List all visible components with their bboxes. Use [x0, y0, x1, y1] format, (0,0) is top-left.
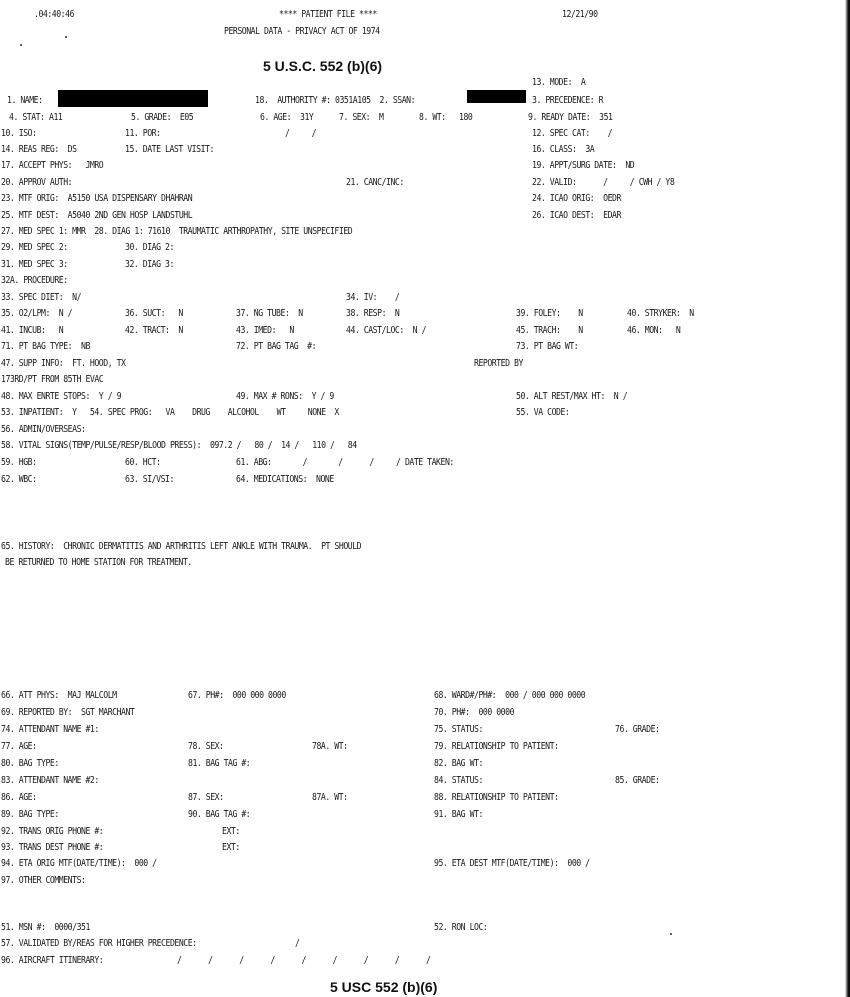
field-medications: 64. MEDICATIONS: NONE [236, 474, 334, 485]
field-hgb: 59. HGB: [1, 457, 37, 468]
field-attendant-1-bag-tag: 81. BAG TAG #: [188, 758, 251, 769]
field-validated-by: 57. VALIDATED BY/REAS FOR HIGHER PRECEDENCE: [1, 938, 197, 949]
field-attendant-2-bag-tag: 90. BAG TAG #: [188, 809, 251, 820]
field-icao-orig: 24. ICAO ORIG: OEDR [532, 193, 621, 204]
field-grade: 5. GRADE: E05 [131, 112, 194, 123]
field-o2-lpm: 35. O2/LPM: N / [1, 308, 73, 319]
field-attendant-2-relationship: 88. RELATIONSHIP TO PATIENT: [434, 792, 559, 803]
field-si-vsi: 63. SI/VSI: [125, 474, 174, 485]
field-attendant-1-bag-wt: 82. BAG WT: [434, 758, 483, 769]
field-suct: 36. SUCT: N [125, 308, 183, 319]
field-sex: 7. SEX: M [339, 112, 384, 123]
field-max-enrte-stops: 48. MAX ENRTE STOPS: Y / 9 [1, 391, 122, 402]
field-abg-date-taken: 61. ABG: / / / / DATE TAKEN: [236, 457, 454, 468]
field-mtf-dest: 25. MTF DEST: A5040 2ND GEN HOSP LANDSTUHL [1, 210, 193, 221]
field-foley: 39. FOLEY: N [516, 308, 583, 319]
redacted-name [58, 90, 208, 107]
field-reas-reg: 14. REAS REG: DS [1, 144, 77, 155]
field-pt-bag-wt: 73. PT BAG WT: [516, 341, 579, 352]
field-wt: 8. WT: 180 [419, 112, 473, 123]
field-hct: 60. HCT: [125, 457, 161, 468]
field-msn: 51. MSN #: 0000/351 [1, 922, 90, 933]
field-icao-dest: 26. ICAO DEST: EDAR [532, 210, 621, 221]
field-reported-by-note: REPORTED BY [474, 358, 523, 369]
field-canc-inc: 21. CANC/INC: [346, 177, 404, 188]
field-name: 1. NAME: [7, 95, 43, 106]
field-trans-dest-ext: EXT: [222, 842, 240, 853]
field-eta-dest-mtf: 95. ETA DEST MTF(DATE/TIME): 000 / [434, 858, 590, 869]
field-pt-bag-type: 71. PT BAG TYPE: NB [1, 341, 90, 352]
scan-edge [845, 0, 850, 997]
field-eta-orig-mtf: 94. ETA ORIG MTF(DATE/TIME): 000 / [1, 858, 157, 869]
scan-speck [20, 44, 22, 46]
field-pt-bag-tag: 72. PT BAG TAG #: [236, 341, 317, 352]
field-attendant-2-status: 84. STATUS: [434, 775, 483, 786]
field-att-phys: 66. ATT PHYS: MAJ MALCOLM [1, 690, 117, 701]
field-attendant-2-sex: 87. SEX: [188, 792, 224, 803]
field-att-phys-ph: 67. PH#: 000 000 0000 [188, 690, 286, 701]
field-attendant-1-relationship: 79. RELATIONSHIP TO PATIENT: [434, 741, 559, 752]
field-history: 65. HISTORY: CHRONIC DERMATITIS AND ARTHRITIS LEFT ANKLE WITH TRAUMA. PT SHOULD [1, 541, 362, 552]
field-max-rons: 49. MAX # RONS: Y / 9 [236, 391, 334, 402]
field-diag-2: 30. DIAG 2: [125, 242, 174, 253]
field-trans-orig-ext: EXT: [222, 826, 240, 837]
field-cast-loc: 44. CAST/LOC: N / [346, 325, 427, 336]
field-attendant-2-bag-wt: 91. BAG WT: [434, 809, 483, 820]
field-validated-by-slash: / [295, 938, 300, 949]
field-por-slashes: / / [285, 128, 317, 139]
field-trans-orig-phone: 92. TRANS ORIG PHONE #: [1, 826, 104, 837]
field-other-comments: 97. OTHER COMMENTS: [1, 875, 86, 886]
field-admin-overseas: 56. ADMIN/OVERSEAS: [1, 424, 86, 435]
privacy-notice: PERSONAL DATA - PRIVACY ACT OF 1974 [224, 26, 380, 37]
field-alt-rest: 50. ALT REST/MAX HT: N / [516, 391, 628, 402]
file-title: **** PATIENT FILE **** [279, 9, 377, 20]
field-ron-loc: 52. RON LOC: [434, 922, 488, 933]
field-iso: 10. ISO: [1, 128, 37, 139]
field-attendant-1-bag-type: 80. BAG TYPE: [1, 758, 59, 769]
foia-stamp-bottom: 5 USC 552 (b)(6) [330, 979, 438, 995]
field-resp: 38. RESP: N [346, 308, 400, 319]
field-aircraft-itinerary: 96. AIRCRAFT ITINERARY: [1, 955, 104, 966]
field-reported-by-ph: 70. PH#: 000 0000 [434, 707, 515, 718]
print-time: .04:40:46 [34, 9, 75, 20]
field-attendant-2-age: 86. AGE: [1, 792, 37, 803]
field-stryker: 40. STRYKER: N [627, 308, 694, 319]
field-attendant-1-age: 77. AGE: [1, 741, 37, 752]
field-por: 11. POR: [125, 128, 161, 139]
field-spec-cat: 12. SPEC CAT: / [532, 128, 613, 139]
field-age: 6. AGE: 31Y [260, 112, 314, 123]
field-attendant-2-grade: 85. GRADE: [615, 775, 660, 786]
field-attendant-1-sex: 78. SEX: [188, 741, 224, 752]
field-mode: 13. MODE: A [532, 77, 586, 88]
foia-stamp-top: 5 U.S.C. 552 (b)(6) [263, 58, 383, 74]
field-aircraft-itinerary-slashes: / / / / / / / / / [177, 955, 431, 966]
field-spec-diet: 33. SPEC DIET: N/ [1, 292, 82, 303]
field-inpatient-spec-prog: 53. INPATIENT: Y 54. SPEC PROG: VA DRUG ALCOHOL WT NONE X [1, 407, 339, 418]
field-history-cont: BE RETURNED TO HOME STATION FOR TREATMENT. [5, 557, 192, 568]
field-valid: 22. VALID: / / CWH / Y8 [532, 177, 675, 188]
field-supp-info: 47. SUPP INFO: FT. HOOD, TX [1, 358, 126, 369]
field-med-spec-3: 31. MED SPEC 3: [1, 259, 68, 270]
field-trans-dest-phone: 93. TRANS DEST PHONE #: [1, 842, 104, 853]
field-iv: 34. IV: / [346, 292, 400, 303]
field-accept-phys: 17. ACCEPT PHYS: JMRO [1, 160, 104, 171]
field-attendant-1-wt: 78A. WT: [312, 741, 348, 752]
field-stat: 4. STAT: A11 [9, 112, 63, 123]
field-incub: 41. INCUB: N [1, 325, 64, 336]
field-precedence: 3. PRECEDENCE: R [532, 95, 604, 106]
field-vital-signs: 58. VITAL SIGNS(TEMP/PULSE/RESP/BLOOD PRESS): 097.2 / 80 / 14 / 110 / 84 [1, 440, 357, 451]
field-ng-tube: 37. NG TUBE: N [236, 308, 303, 319]
field-va-code: 55. VA CODE: [516, 407, 570, 418]
field-wbc: 62. WBC: [1, 474, 37, 485]
field-attendant-1-grade: 76. GRADE: [615, 724, 660, 735]
redacted-ssan [467, 90, 526, 103]
field-appt-surg-date: 19. APPT/SURG DATE: ND [532, 160, 635, 171]
field-supp-info-cont: 173RD/PT FROM 85TH EVAC [1, 374, 104, 385]
field-reported-by: 69. REPORTED BY: SGT MARCHANT [1, 707, 135, 718]
field-mon: 46. MON: N [627, 325, 681, 336]
print-date: 12/21/90 [562, 9, 598, 20]
field-class: 16. CLASS: 3A [532, 144, 595, 155]
field-trach: 45. TRACH: N [516, 325, 583, 336]
field-authority-ssan: 18. AUTHORITY #: 0351A105 2. SSAN: [255, 95, 416, 106]
field-tract: 42. TRACT: N [125, 325, 183, 336]
field-attendant-2-wt: 87A. WT: [312, 792, 348, 803]
field-mtf-orig: 23. MTF ORIG: A5150 USA DISPENSARY DHAHRAN [1, 193, 193, 204]
field-diag-3: 32. DIAG 3: [125, 259, 174, 270]
field-ready-date: 9. READY DATE: 351 [528, 112, 613, 123]
field-ward-ph: 68. WARD#/PH#: 000 / 000 000 0000 [434, 690, 586, 701]
field-approv-auth: 20. APPROV AUTH: [1, 177, 73, 188]
field-attendant-2-name: 83. ATTENDANT NAME #2: [1, 775, 99, 786]
field-attendant-1-name: 74. ATTENDANT NAME #1: [1, 724, 99, 735]
scan-speck [670, 933, 672, 935]
scan-speck [65, 36, 67, 38]
field-attendant-2-bag-type: 89. BAG TYPE: [1, 809, 59, 820]
field-med-spec-2: 29. MED SPEC 2: [1, 242, 68, 253]
field-attendant-1-status: 75. STATUS: [434, 724, 483, 735]
field-date-last-visit: 15. DATE LAST VISIT: [125, 144, 214, 155]
field-imed: 43. IMED: N [236, 325, 294, 336]
field-med-spec-1-diag-1: 27. MED SPEC 1: MMR 28. DIAG 1: 71610 TRAUMATIC ARTHROPATHY, SITE UNSPECIFIED [1, 226, 353, 237]
field-procedure: 32A. PROCEDURE: [1, 275, 68, 286]
